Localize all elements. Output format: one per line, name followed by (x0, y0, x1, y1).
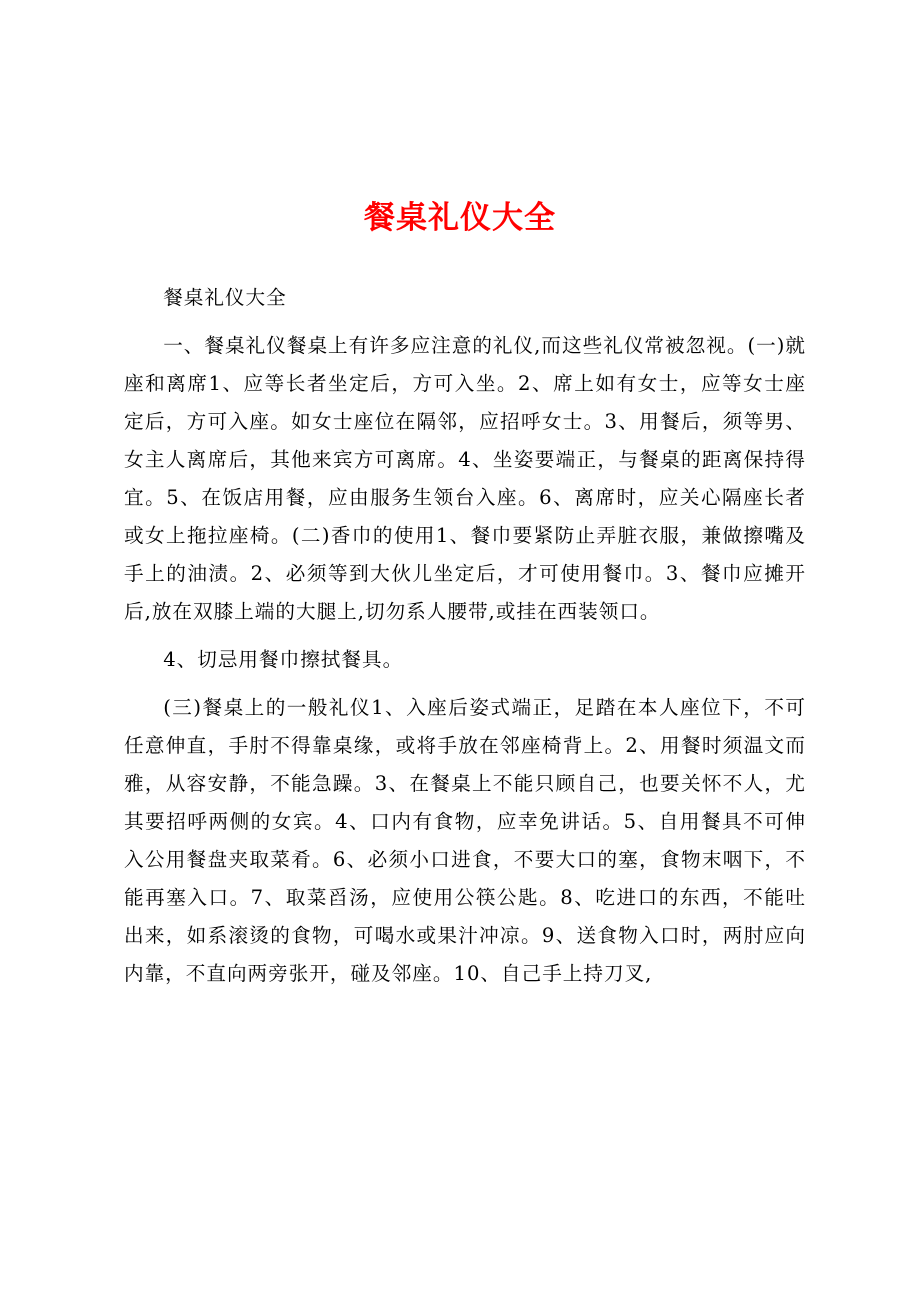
paragraph-napkin-tip: 4、切忌用餐巾擦拭餐具。 (163, 648, 404, 671)
paragraph-section-three: (三)餐桌上的一般礼仪1、入座后姿式端正，足踏在本人座位下，不可任意伸直，手肘不得靠桌缘，或将手放在邻座椅背上。2、用餐时须温文而雅，从容安静，不能急躁。3、在餐桌上不能只顾自己，也要关怀不人，尤其要招呼两侧的女宾。4、口内有食物，应幸免讲话。5、自用餐具不可伸入公用餐盘夹取菜肴。6、必须小口进食，不要大口的塞，食物末咽下，不能再塞入口。7、取菜舀汤，应使用公筷公匙。8、吃进口的东西，不能吐出来，如系滚烫的食物，可喝水或果汁冲凉。9、送食物入口时，两肘应向内靠，不直向两旁张开，碰及邻座。10、自己手上持刀叉, (124, 696, 806, 985)
paragraph-subtitle: 餐桌礼仪大全 (163, 286, 287, 309)
document-title: 餐桌礼仪大全 (364, 200, 556, 236)
document-body (124, 279, 806, 1003)
paragraph-section-one: 一、餐桌礼仪餐桌上有许多应注意的礼仪,而这些礼仪常被忽视。(一)就座和离席1、应等长者坐定后，方可入坐。2、席上如有女士，应等女士座定后，方可入座。如女士座位在隔邻，应招呼女士。3、用餐后，须等男、女主人离席后，其他来宾方可离席。4、坐姿要端正，与餐桌的距离保持得宜。5、在饭店用餐，应由服务生领台入座。6、离席时，应关心隔座长者或女上拖拉座椅。(二)香巾的使用1、餐巾要紧防止弄脏衣服，兼做擦嘴及手上的油渍。2、必须等到大伙儿坐定后，才可使用餐巾。3、餐巾应摊开后,放在双膝上端的大腿上,切勿系人腰带,或挂在西装领口。 (124, 334, 806, 623)
